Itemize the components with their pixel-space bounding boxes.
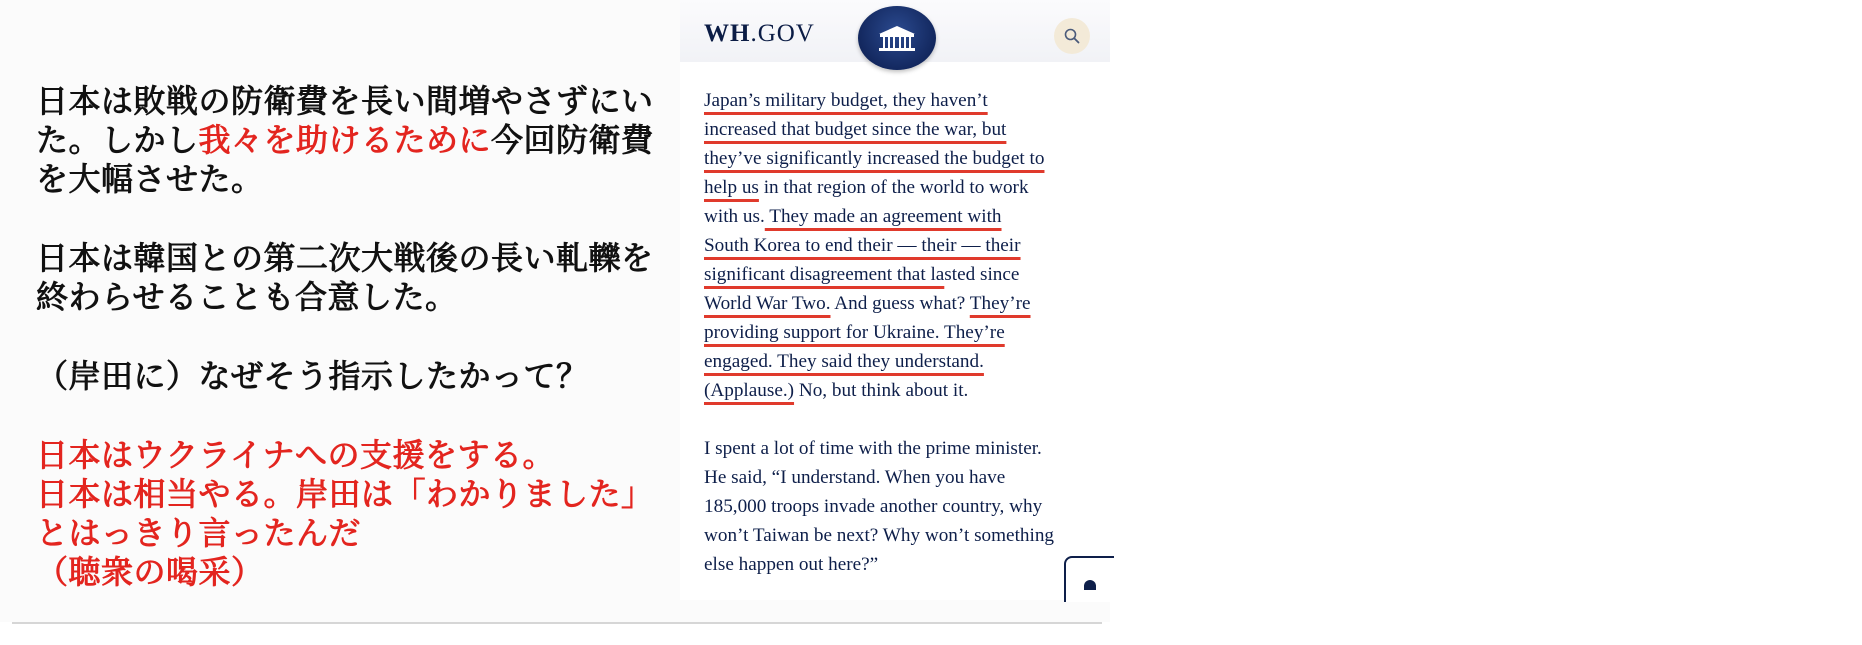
site-header bbox=[680, 0, 1110, 62]
underlined-text: increased that budget since the war, but bbox=[704, 119, 1007, 140]
transcript-line bbox=[704, 173, 1104, 202]
caption-paragraph-4 bbox=[36, 436, 672, 592]
transcript-paragraph-1 bbox=[704, 86, 1104, 405]
transcript-line bbox=[704, 86, 1104, 115]
transcript-line bbox=[704, 202, 1104, 231]
caption-text: た。しかし bbox=[36, 121, 199, 159]
transcript-body bbox=[704, 86, 1104, 579]
transcript-line bbox=[704, 347, 1104, 376]
chat-tab-icon[interactable] bbox=[1064, 556, 1114, 602]
transcript-paragraph-2 bbox=[704, 434, 1104, 579]
logo-bold: WH bbox=[704, 20, 751, 47]
plain-text: in that region of the world to work bbox=[758, 177, 1029, 198]
caption-line: とはっきり言ったんだ bbox=[36, 514, 362, 552]
transcript-line bbox=[704, 115, 1104, 144]
transcript-line bbox=[704, 289, 1104, 318]
caption-highlight: 我々を助けるために bbox=[198, 121, 492, 159]
transcript-line: 185,000 troops invade another country, why bbox=[704, 496, 1043, 517]
transcript-line bbox=[704, 318, 1104, 347]
whitehouse-page-screenshot bbox=[680, 0, 1110, 600]
underlined-text: providing support for Ukraine. They’re bbox=[704, 322, 1005, 343]
caption-line: 日本は韓国との第二次大戦後の長い軋轢を bbox=[36, 239, 654, 277]
transcript-line bbox=[704, 260, 1104, 289]
transcript-line: else happen out here?” bbox=[704, 554, 879, 575]
caption-line: 日本はウクライナへの支援をする。 bbox=[36, 436, 556, 474]
white-house-seal-icon[interactable] bbox=[858, 6, 936, 70]
transcript-line bbox=[704, 144, 1104, 173]
caption-line: を大幅させた。 bbox=[36, 160, 264, 198]
japanese-caption bbox=[36, 82, 672, 632]
underlined-text: They’re bbox=[969, 293, 1031, 314]
underlined-text: South Korea to end their — their — their bbox=[704, 235, 1021, 256]
underlined-text: they’ve significantly increased the budget to bbox=[704, 148, 1045, 169]
divider bbox=[12, 622, 1102, 624]
caption-line bbox=[36, 121, 672, 160]
plain-text: No, but think about it. bbox=[794, 380, 969, 401]
underlined-text: help us bbox=[704, 177, 759, 198]
search-icon bbox=[1063, 27, 1081, 45]
caption-paragraph-2 bbox=[36, 239, 672, 317]
caption-line: 日本は相当やる。岸田は「わかりました」 bbox=[36, 475, 654, 513]
underlined-text: significant disagreement that la bbox=[704, 264, 945, 285]
plain-text: sted since bbox=[944, 264, 1020, 285]
underlined-text: (Applause.) bbox=[704, 380, 795, 401]
caption-paragraph-3 bbox=[36, 357, 672, 396]
transcript-line bbox=[704, 231, 1104, 260]
transcript-line: I spent a lot of time with the prime minister. bbox=[704, 438, 1042, 459]
plain-text: And guess what? bbox=[830, 293, 970, 314]
caption-line: （聴衆の喝采） bbox=[36, 553, 264, 591]
caption-line: 終わらせることも合意した。 bbox=[36, 278, 458, 316]
transcript-line: won’t Taiwan be next? Why won’t something bbox=[704, 525, 1055, 546]
search-button[interactable] bbox=[1054, 18, 1090, 54]
caption-paragraph-1 bbox=[36, 82, 672, 199]
underlined-text: engaged. They said they understand. bbox=[704, 351, 984, 372]
plain-text: with us. bbox=[704, 206, 765, 227]
caption-line: 日本は敗戦の防衛費を長い間増やさずにい bbox=[36, 82, 654, 120]
underlined-text: Japan’s military budget, they haven’t bbox=[704, 90, 988, 111]
caption-line: （岸田に）なぜそう指示したかって？ bbox=[36, 357, 589, 395]
logo-rest: .GOV bbox=[750, 20, 815, 47]
underlined-text: They made an agreement with bbox=[764, 206, 1002, 227]
transcript-line bbox=[704, 376, 1104, 405]
transcript-line: He said, “I understand. When you have bbox=[704, 467, 1006, 488]
caption-text: 今回防衛費 bbox=[491, 121, 654, 159]
site-logo[interactable] bbox=[704, 20, 815, 48]
underlined-text: World War Two. bbox=[704, 293, 831, 314]
